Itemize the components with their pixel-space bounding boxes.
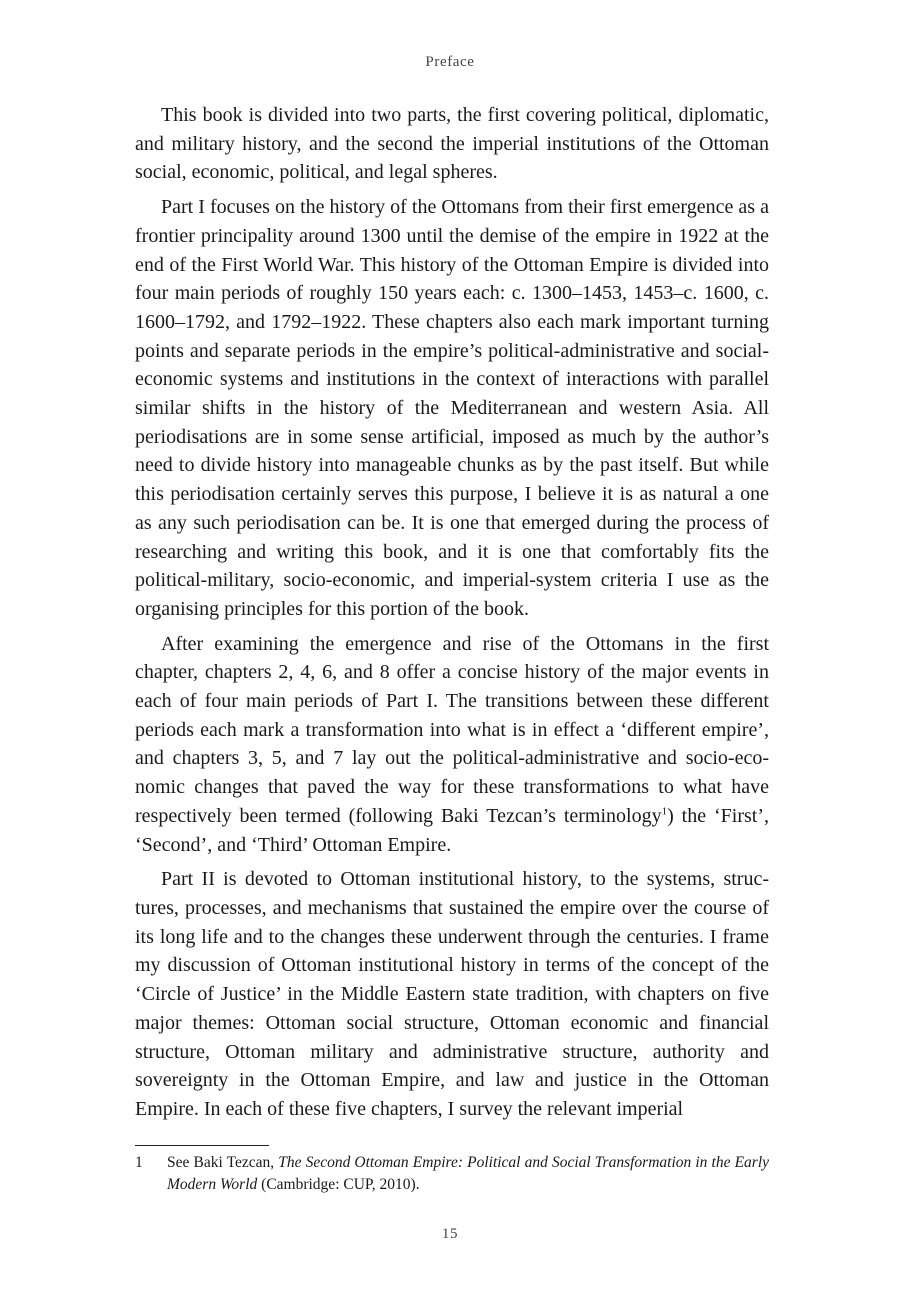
footnote-rule	[135, 1145, 269, 1146]
paragraph-1: This book is divided into two parts, the first covering political, diplomatic, and military history, and the second the imperial institutions of the Ottoman social, economic, political, and legal spheres.	[135, 104, 769, 184]
page-number: 15	[441, 1226, 459, 1242]
footnote-lead: See Baki Tezcan,	[167, 1154, 279, 1171]
footnote-text	[167, 1152, 769, 1196]
footnote-publication: (Cambridge: CUP, 2010).	[257, 1176, 420, 1193]
body-text	[135, 101, 769, 1130]
footnote-book-title: The Second Ottoman Empire: Political and Social Transformation in the Early Modern World	[167, 1154, 770, 1193]
running-head: Preface	[425, 54, 475, 70]
paragraph-4: Part II is devoted to Ottoman institutional history, to the systems, structures, processes, and mechanisms that sustained the empire over the course of its long life and to the changes these underwent through the centuries. I frame my discussion of Ottoman institutional history in terms of the concept of the ‘Circle of Justice’ in the Middle Eastern state tradition, with chapters on five major themes: Ottoman social structure, Ottoman economic and financial structure, Ottoman military and administrative structure, authority and sovereignty in the Ottoman Empire, and law and justice in the Ottoman Empire. In each of these five chapters, I survey the relevant imperial	[135, 868, 769, 1120]
paragraph-2: Part I focuses on the history of the Ottomans from their first emergence as a frontier principality around 1300 until the demise of the empire in 1922 at the end of the First World War. This history of the Ottoman Empire is divided into four main periods of roughly 150 years each: c. 1300–1453, 1453–c. 1600, c. 1600–1792, and 1792–1922. These chapters also each mark important turning points and separate periods in the empire’s political-administrative and social-economic systems and institutions in the context of interactions with parallel similar shifts in the history of the Mediterranean and western Asia. All periodisations are in some sense artificial, imposed as much by the author’s need to divide history into manageable chunks as by the past itself. But while this periodisation certainly serves this purpose, I believe it is as natural a one as any such periodisation can be. It is one that emerged during the process of researching and writing this book, and it is one that comfortably fits the political-military, socio-economic, and imperial-system criteria I use as the organising principles for this portion of the book.	[135, 196, 769, 620]
footnote-reference[interactable]: 1	[661, 805, 668, 818]
footnote-number: 1	[135, 1154, 143, 1171]
footnote	[135, 1152, 769, 1196]
paragraph-3-text-end: ) the ‘First’, ‘Second’, and ‘Third’ Ottoman Empire.	[135, 804, 769, 856]
paragraph-3-text: After examining the emergence and rise of the Ottomans in the first chapter, chapters 2, 4, 6, and 8 offer a concise history of the major events in each of four main periods of Part I. The transitions between these different periods each mark a transformation into what is in effect a ‘different empire’, and chapters 3, 5, and 7 lay out the political-administrative and socio-economic changes that paved the way for these transformations to what have respectively been termed (following Baki Tezcan’s terminology	[135, 632, 769, 827]
paragraph-3	[135, 630, 769, 860]
